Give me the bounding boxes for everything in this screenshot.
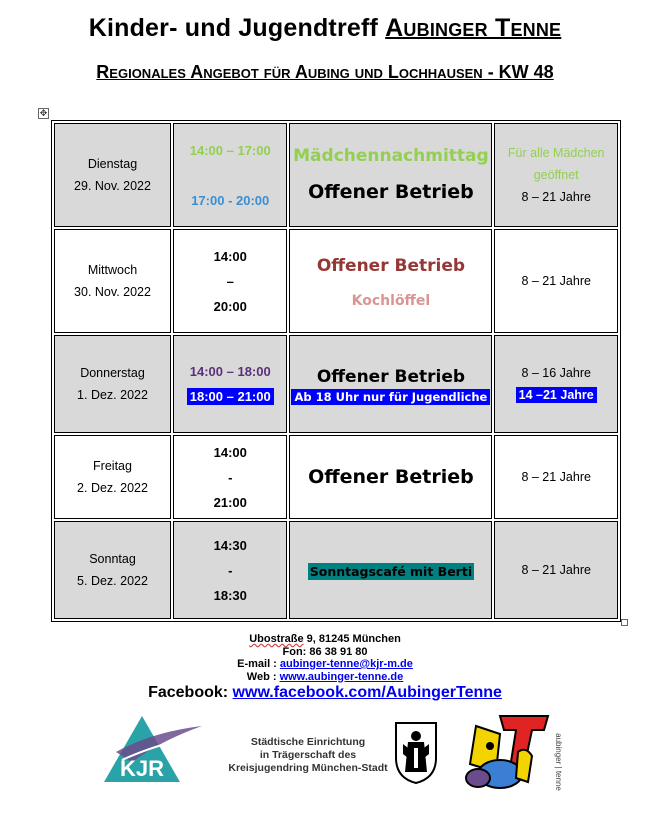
day-name: Mittwoch xyxy=(87,263,138,277)
day-name: Freitag xyxy=(93,459,132,473)
program-note: Ab 18 Uhr nur für Jugendliche xyxy=(291,389,490,405)
email-line xyxy=(0,658,650,671)
aubinger-tenne-logo xyxy=(460,712,568,798)
table-row xyxy=(54,435,618,519)
web-line xyxy=(0,671,650,684)
table-move-handle-icon[interactable]: ✥ xyxy=(39,108,48,118)
table-row xyxy=(54,335,618,433)
day-date: 5. Dez. 2022 xyxy=(77,574,148,588)
day-name: Sonntag xyxy=(89,552,136,566)
kjr-caption xyxy=(228,736,388,775)
program-name: Mädchennachmittag xyxy=(293,146,489,166)
age-cell xyxy=(494,229,618,333)
time-cell xyxy=(173,335,287,433)
kjr-caption-line: Kreisjugendring München-Stadt xyxy=(228,762,388,774)
program-cell xyxy=(289,335,492,433)
program-name: Kochlöffel xyxy=(351,293,431,309)
time-end: 20:00 xyxy=(213,298,247,314)
time-slot: 14:00 – 17:00 xyxy=(189,142,271,158)
time-slot: 18:00 – 21:00 xyxy=(187,388,274,405)
program-name: Offener Betrieb xyxy=(316,367,466,387)
time-slot: 14:00 – 18:00 xyxy=(189,364,271,379)
web-link[interactable]: www.aubinger-tenne.de xyxy=(279,670,404,683)
program-name: Offener Betrieb xyxy=(308,466,474,488)
title-prefix: Kinder- und Jugendtreff xyxy=(88,14,386,42)
tenne-vertical-text: aubinger | tenne xyxy=(554,733,563,791)
program-cell xyxy=(289,521,492,619)
age-note: Für alle Mädchen xyxy=(507,146,605,160)
day-name: Dienstag xyxy=(87,157,138,171)
phone-line: Fon: 86 38 91 80 xyxy=(282,645,368,658)
kjr-letters: KJR xyxy=(119,756,165,781)
address-line xyxy=(0,633,650,646)
table-row xyxy=(54,123,618,227)
time-start: 14:30 xyxy=(213,537,247,553)
facebook-link[interactable]: www.facebook.com/AubingerTenne xyxy=(232,684,502,701)
day-cell xyxy=(54,521,171,619)
kjr-caption-line: in Trägerschaft des xyxy=(259,749,357,761)
age-range: 8 – 21 Jahre xyxy=(521,470,591,484)
time-separator: - xyxy=(228,562,233,578)
kjr-logo xyxy=(102,712,212,798)
program-name: Offener Betrieb xyxy=(308,181,474,203)
age-range: 14 –21 Jahre xyxy=(516,387,597,403)
time-separator: – xyxy=(226,273,234,289)
day-cell xyxy=(54,229,171,333)
time-cell xyxy=(173,435,287,519)
time-start: 14:00 xyxy=(213,248,247,264)
time-cell xyxy=(173,521,287,619)
email-label: E-mail : xyxy=(237,658,280,670)
age-range: 8 – 21 Jahre xyxy=(521,563,591,577)
program-cell xyxy=(289,229,492,333)
age-cell xyxy=(494,335,618,433)
program-cell xyxy=(289,435,492,519)
time-separator: - xyxy=(228,469,233,485)
age-cell xyxy=(494,123,618,227)
table-resize-handle[interactable] xyxy=(621,619,628,626)
age-range: 8 – 21 Jahre xyxy=(521,190,591,204)
page-subtitle: Regionales Angebot für Aubing und Lochhausen - KW 48 xyxy=(96,62,554,82)
time-end: 21:00 xyxy=(213,494,247,510)
age-cell xyxy=(494,521,618,619)
age-note: geöffnet xyxy=(533,168,579,182)
program-cell xyxy=(289,123,492,227)
title-brand: Aubinger Tenne xyxy=(385,14,562,42)
munich-coat-of-arms-icon xyxy=(393,720,439,786)
age-cell xyxy=(494,435,618,519)
program-name: Sonntagscafé mit Berti xyxy=(309,563,473,579)
contact-block xyxy=(0,633,650,683)
address-rest: 9, 81245 München xyxy=(303,633,401,645)
day-date: 1. Dez. 2022 xyxy=(77,388,148,402)
program-name: Offener Betrieb xyxy=(316,256,466,276)
email-link[interactable]: aubinger-tenne@kjr-m.de xyxy=(279,658,413,670)
time-slot: 17:00 - 20:00 xyxy=(191,192,270,208)
day-cell xyxy=(54,435,171,519)
day-name: Donnerstag xyxy=(80,366,145,380)
street-name: Ubostraße xyxy=(249,633,304,645)
day-date: 30. Nov. 2022 xyxy=(74,285,151,299)
kjr-caption-line: Städtische Einrichtung xyxy=(250,736,366,748)
day-date: 2. Dez. 2022 xyxy=(77,481,148,495)
web-label: Web : xyxy=(246,670,280,683)
day-cell xyxy=(54,123,171,227)
time-cell xyxy=(173,123,287,227)
table-row xyxy=(54,521,618,619)
age-range: 8 – 16 Jahre xyxy=(521,366,591,380)
schedule-table xyxy=(51,120,621,622)
time-cell xyxy=(173,229,287,333)
time-end: 18:30 xyxy=(213,587,247,603)
time-start: 14:00 xyxy=(213,444,247,460)
facebook-label: Facebook: xyxy=(148,684,233,701)
table-row xyxy=(54,229,618,333)
page-title xyxy=(0,14,650,43)
facebook-line xyxy=(0,684,650,702)
age-range: 8 – 21 Jahre xyxy=(521,274,591,288)
day-date: 29. Nov. 2022 xyxy=(74,179,151,193)
day-cell xyxy=(54,335,171,433)
